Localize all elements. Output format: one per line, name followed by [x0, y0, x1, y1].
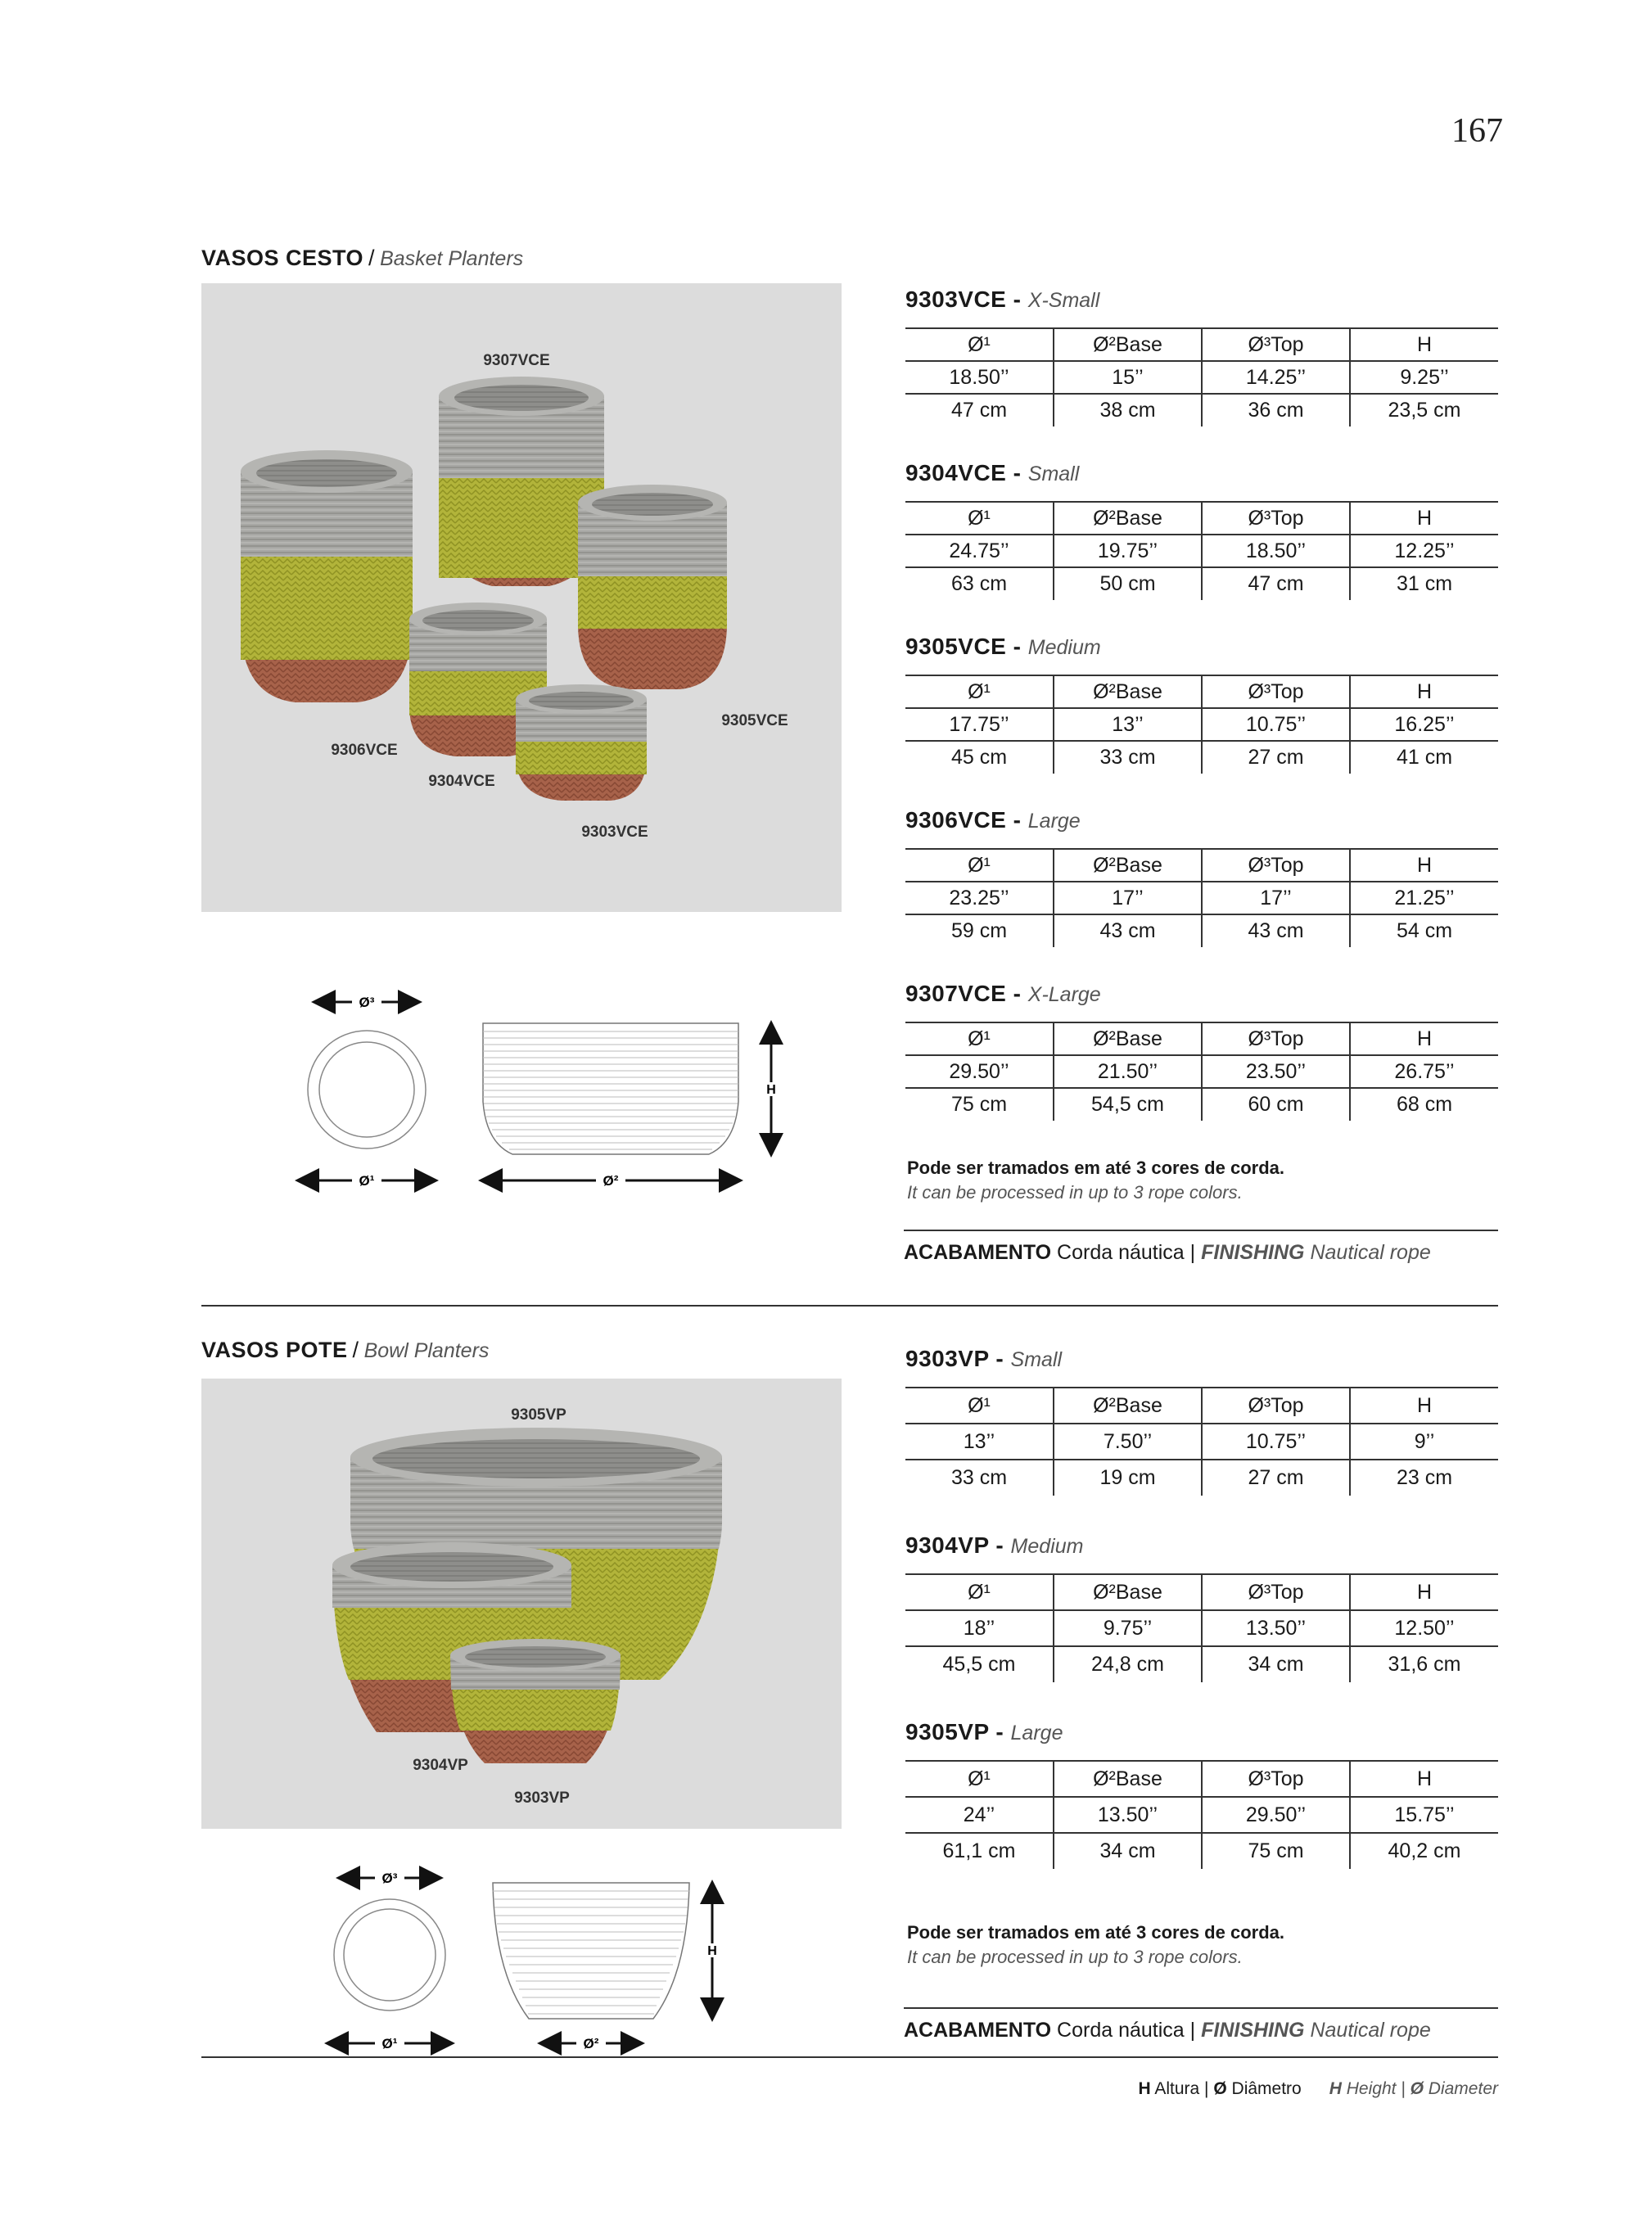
legend-d-text: Diameter	[1428, 2079, 1498, 2098]
header-d3-top: Ø³Top	[1202, 328, 1350, 361]
drawing-label-d2: Ø²	[603, 1173, 619, 1189]
photo-label-9306VCE: 9306VCE	[331, 742, 398, 759]
dimension-table	[905, 1387, 1498, 1496]
legend-en	[1329, 2079, 1498, 2098]
product-size: X-Large	[1027, 983, 1101, 1006]
row-inches	[905, 708, 1498, 741]
legend-d-text: Diâmetro	[1231, 2079, 1302, 2098]
header-h: H	[1350, 502, 1498, 535]
top-view-inner-circle	[319, 1042, 414, 1137]
cell: 17’’	[1054, 882, 1202, 914]
cell: 38 cm	[1054, 394, 1202, 427]
product-code: 9304VCE	[905, 460, 1007, 485]
cell: 54,5 cm	[1054, 1088, 1202, 1121]
product-dash: -	[1013, 287, 1022, 312]
section-title-en: Basket Planters	[380, 247, 524, 270]
header-d2-base: Ø²Base	[1054, 328, 1202, 361]
drawing-label-h: H	[766, 1083, 776, 1097]
cell: 7.50’’	[1054, 1424, 1202, 1460]
section-title-en: Bowl Planters	[363, 1339, 490, 1362]
dimension-table	[905, 675, 1498, 774]
legend-sep: |	[1204, 2079, 1209, 2098]
product-dash: -	[1013, 634, 1022, 659]
section-title-bowl	[201, 1338, 489, 1363]
cell: 9.25’’	[1350, 361, 1498, 394]
cell: 21.25’’	[1350, 882, 1498, 914]
basket-planters-illustration	[201, 283, 842, 912]
header-d1: Ø¹	[905, 849, 1054, 882]
cell: 45,5 cm	[942, 1653, 1016, 1676]
product-code: 9305VP	[905, 1719, 990, 1744]
cell: 14.25’’	[1202, 361, 1350, 394]
header-d2-base: Ø²Base	[1054, 502, 1202, 535]
cell: 59 cm	[950, 919, 1008, 942]
basket-planters-photo	[201, 283, 842, 912]
header-d1: Ø¹	[905, 328, 1054, 361]
note-pt: Pode ser tramados em até 3 cores de corda.	[907, 1158, 1284, 1178]
cell: 13.50’’	[1054, 1797, 1202, 1833]
row-cm	[905, 741, 1498, 774]
product-dash: -	[1013, 460, 1022, 485]
header-d3-top: Ø³Top	[1202, 1574, 1350, 1610]
cell: 27 cm	[1202, 1460, 1350, 1496]
cell: 33 cm	[950, 1466, 1008, 1489]
cell: 34 cm	[1054, 1833, 1202, 1869]
row-inches	[905, 535, 1498, 567]
cell: 10.75’’	[1202, 1424, 1350, 1460]
section-title-pt: VASOS CESTO	[201, 246, 364, 270]
header-d3-top: Ø³Top	[1202, 849, 1350, 882]
drawing-label-d3: Ø³	[381, 1871, 398, 1886]
row-inches	[905, 1055, 1498, 1088]
header-d2-base: Ø²Base	[1054, 1761, 1202, 1797]
finish-sep: |	[1189, 1241, 1196, 1264]
cell: 15’’	[1054, 361, 1202, 394]
cell: 31 cm	[1350, 567, 1498, 600]
cell: 17’’	[1202, 882, 1350, 914]
product-size: Large	[1027, 810, 1081, 833]
page-number: 167	[1451, 112, 1503, 150]
legend-h-text: Height	[1346, 2079, 1397, 2098]
cell: 9.75’’	[1054, 1610, 1202, 1646]
product-size: Small	[1010, 1348, 1063, 1371]
product-size: Small	[1027, 463, 1080, 485]
product-code: 9303VCE	[905, 287, 1007, 312]
cell: 31,6 cm	[1350, 1646, 1498, 1682]
product-code: 9307VCE	[905, 981, 1007, 1006]
rope-colors-note-bowl	[907, 1922, 1500, 1968]
cell: 23 cm	[1350, 1460, 1498, 1496]
footer-divider	[201, 2056, 1498, 2058]
product-dash: -	[1013, 981, 1022, 1006]
header-d1: Ø¹	[905, 675, 1054, 708]
finish-line-bowl	[904, 2007, 1498, 2042]
spec-9303VCE	[905, 283, 1498, 427]
cell: 23,5 cm	[1350, 394, 1498, 427]
bowl-technical-drawing	[283, 1858, 807, 2063]
spec-9305VP	[905, 1716, 1498, 1869]
header-d3-top: Ø³Top	[1202, 1022, 1350, 1055]
legend-d: Ø	[1410, 2079, 1424, 2098]
product-size: Large	[1010, 1722, 1063, 1744]
header-d2-base: Ø²Base	[1054, 675, 1202, 708]
cell: 24.75’’	[905, 535, 1054, 567]
section-title-pt: VASOS POTE	[201, 1338, 348, 1362]
cell: 19.75’’	[1054, 535, 1202, 567]
planter-9303VP	[450, 1639, 621, 1763]
header-d1: Ø¹	[905, 502, 1054, 535]
header-d3-top: Ø³Top	[1202, 675, 1350, 708]
cell: 26.75’’	[1350, 1055, 1498, 1088]
cell: 15.75’’	[1350, 1797, 1498, 1833]
rope-colors-note-basket	[907, 1158, 1500, 1203]
cell: 10.75’’	[1202, 708, 1350, 741]
finish-pt-value: Corda náutica	[1057, 2019, 1185, 2042]
cell: 75 cm	[950, 1093, 1008, 1116]
row-cm	[905, 567, 1498, 600]
cell: 75 cm	[1202, 1833, 1350, 1869]
bowl-planters-illustration	[201, 1379, 842, 1829]
dimension-table	[905, 1573, 1498, 1682]
product-size: Medium	[1027, 636, 1101, 659]
product-size: X-Small	[1027, 289, 1100, 312]
product-dash: -	[995, 1719, 1004, 1744]
row-cm	[905, 1088, 1498, 1121]
product-code: 9305VCE	[905, 634, 1007, 659]
header-h: H	[1350, 328, 1498, 361]
cell: 47 cm	[1202, 567, 1350, 600]
cell: 41 cm	[1350, 741, 1498, 774]
cell: 50 cm	[1054, 567, 1202, 600]
row-cm	[905, 394, 1498, 427]
finish-en-label: FINISHING	[1201, 2019, 1305, 2042]
dimension-table	[905, 848, 1498, 947]
row-inches	[905, 361, 1498, 394]
photo-label-9307VCE: 9307VCE	[483, 352, 550, 369]
drawing-label-h: H	[707, 1944, 717, 1958]
section-title-slash: /	[368, 246, 376, 270]
header-d2-base: Ø²Base	[1054, 1574, 1202, 1610]
finish-pt-label: ACABAMENTO	[904, 2019, 1052, 2042]
bowl-planters-photo	[201, 1379, 842, 1829]
legend-h: H	[1138, 2079, 1151, 2098]
header-d2-base: Ø²Base	[1054, 1388, 1202, 1424]
drawing-label-d3: Ø³	[359, 995, 375, 1010]
cell: 19 cm	[1054, 1460, 1202, 1496]
photo-label-9304VP: 9304VP	[413, 1757, 468, 1774]
cell: 13’’	[1054, 708, 1202, 741]
header-d1: Ø¹	[905, 1761, 1054, 1797]
spec-9303VP	[905, 1343, 1498, 1496]
drawing-label-d1: Ø¹	[381, 2036, 398, 2051]
cell: 45 cm	[950, 746, 1008, 769]
product-code: 9303VP	[905, 1346, 990, 1371]
cell: 18.50’’	[1202, 535, 1350, 567]
note-en: It can be processed in up to 3 rope colors.	[907, 1182, 1243, 1203]
photo-label-9304VCE: 9304VCE	[428, 773, 495, 790]
finish-en-label: FINISHING	[1201, 1241, 1305, 1264]
cell: 47 cm	[950, 399, 1008, 422]
header-d1: Ø¹	[905, 1388, 1054, 1424]
top-view-outer-circle	[334, 1899, 445, 2011]
section-divider	[201, 1305, 1498, 1307]
product-dash: -	[995, 1532, 1004, 1558]
cell: 13’’	[905, 1424, 1054, 1460]
legend-sep: |	[1401, 2079, 1406, 2098]
cell: 9’’	[1350, 1424, 1498, 1460]
cell: 43 cm	[1202, 914, 1350, 947]
cell: 43 cm	[1054, 914, 1202, 947]
planter-9303VCE	[516, 684, 647, 801]
finish-sep: |	[1189, 2019, 1196, 2042]
header-h: H	[1350, 675, 1498, 708]
row-inches	[905, 882, 1498, 914]
dimension-table	[905, 501, 1498, 600]
note-en: It can be processed in up to 3 rope colors.	[907, 1947, 1243, 1967]
product-code: 9306VCE	[905, 807, 1007, 833]
header-d1: Ø¹	[905, 1022, 1054, 1055]
cell: 12.50’’	[1350, 1610, 1498, 1646]
drawing-label-d2: Ø²	[583, 2036, 599, 2051]
cell: 18.50’’	[905, 361, 1054, 394]
cell: 29.50’’	[905, 1055, 1054, 1088]
row-cm	[905, 1460, 1498, 1496]
spec-9304VP	[905, 1529, 1498, 1682]
legend-pt	[1138, 2079, 1301, 2098]
finish-en-value: Nautical rope	[1310, 1241, 1431, 1264]
row-cm	[905, 1646, 1498, 1682]
spec-9307VCE	[905, 977, 1498, 1121]
dimension-table	[905, 1022, 1498, 1121]
product-dash: -	[1013, 807, 1022, 833]
photo-label-9305VP: 9305VP	[511, 1406, 566, 1424]
cell: 61,1 cm	[942, 1839, 1016, 1862]
cell: 54 cm	[1350, 914, 1498, 947]
header-d2-base: Ø²Base	[1054, 1022, 1202, 1055]
dimension-table	[905, 327, 1498, 427]
cell: 24,8 cm	[1054, 1646, 1202, 1682]
row-inches	[905, 1797, 1498, 1833]
product-dash: -	[995, 1346, 1004, 1371]
header-d3-top: Ø³Top	[1202, 1388, 1350, 1424]
planter-9306VCE	[241, 450, 413, 702]
row-cm	[905, 1833, 1498, 1869]
cell: 13.50’’	[1202, 1610, 1350, 1646]
legend-h-text: Altura	[1154, 2079, 1200, 2098]
cell: 17.75’’	[905, 708, 1054, 741]
finish-line-basket	[904, 1230, 1498, 1265]
bowl-drawing-svg	[283, 1858, 807, 2063]
product-size: Medium	[1010, 1535, 1084, 1558]
spec-9306VCE	[905, 804, 1498, 947]
top-view-outer-circle	[308, 1031, 426, 1149]
header-d3-top: Ø³Top	[1202, 502, 1350, 535]
side-view-profile	[493, 1883, 689, 2019]
cell: 23.50’’	[1202, 1055, 1350, 1088]
header-d1: Ø¹	[905, 1574, 1054, 1610]
basket-drawing-svg	[283, 979, 807, 1200]
photo-label-9303VCE: 9303VCE	[581, 824, 648, 841]
spec-9305VCE	[905, 630, 1498, 774]
spec-9304VCE	[905, 457, 1498, 600]
cell: 68 cm	[1350, 1088, 1498, 1121]
finish-pt-label: ACABAMENTO	[904, 1241, 1052, 1264]
footer-legend	[1064, 2079, 1498, 2099]
dimension-table	[905, 1760, 1498, 1869]
photo-label-9305VCE: 9305VCE	[721, 712, 788, 729]
finish-pt-value: Corda náutica	[1057, 1241, 1185, 1264]
cell: 18’’	[905, 1610, 1054, 1646]
drawing-label-d1: Ø¹	[359, 1173, 375, 1189]
product-code: 9304VP	[905, 1532, 990, 1558]
header-d3-top: Ø³Top	[1202, 1761, 1350, 1797]
side-view-profile	[483, 1023, 738, 1154]
planter-9305VCE	[578, 485, 727, 689]
cell: 34 cm	[1202, 1646, 1350, 1682]
row-inches	[905, 1424, 1498, 1460]
cell: 63 cm	[950, 572, 1008, 595]
header-h: H	[1350, 1761, 1498, 1797]
cell: 12.25’’	[1350, 535, 1498, 567]
cell: 60 cm	[1202, 1088, 1350, 1121]
cell: 40,2 cm	[1350, 1833, 1498, 1869]
cell: 36 cm	[1202, 394, 1350, 427]
cell: 27 cm	[1202, 741, 1350, 774]
header-h: H	[1350, 1022, 1498, 1055]
cell: 33 cm	[1054, 741, 1202, 774]
note-pt: Pode ser tramados em até 3 cores de corda.	[907, 1922, 1284, 1943]
section-title-basket	[201, 246, 523, 271]
photo-label-9303VP: 9303VP	[514, 1789, 570, 1807]
basket-technical-drawing	[283, 979, 807, 1200]
legend-d: Ø	[1213, 2079, 1227, 2098]
cell: 21.50’’	[1054, 1055, 1202, 1088]
finish-en-value: Nautical rope	[1310, 2019, 1431, 2042]
top-view-inner-circle	[344, 1909, 436, 2001]
cell: 29.50’’	[1202, 1797, 1350, 1833]
legend-h: H	[1329, 2079, 1342, 2098]
row-cm	[905, 914, 1498, 947]
row-inches	[905, 1610, 1498, 1646]
header-h: H	[1350, 1388, 1498, 1424]
cell: 24’’	[905, 1797, 1054, 1833]
header-h: H	[1350, 1574, 1498, 1610]
cell: 23.25’’	[905, 882, 1054, 914]
header-d2-base: Ø²Base	[1054, 849, 1202, 882]
header-h: H	[1350, 849, 1498, 882]
cell: 16.25’’	[1350, 708, 1498, 741]
section-title-slash: /	[352, 1338, 359, 1362]
